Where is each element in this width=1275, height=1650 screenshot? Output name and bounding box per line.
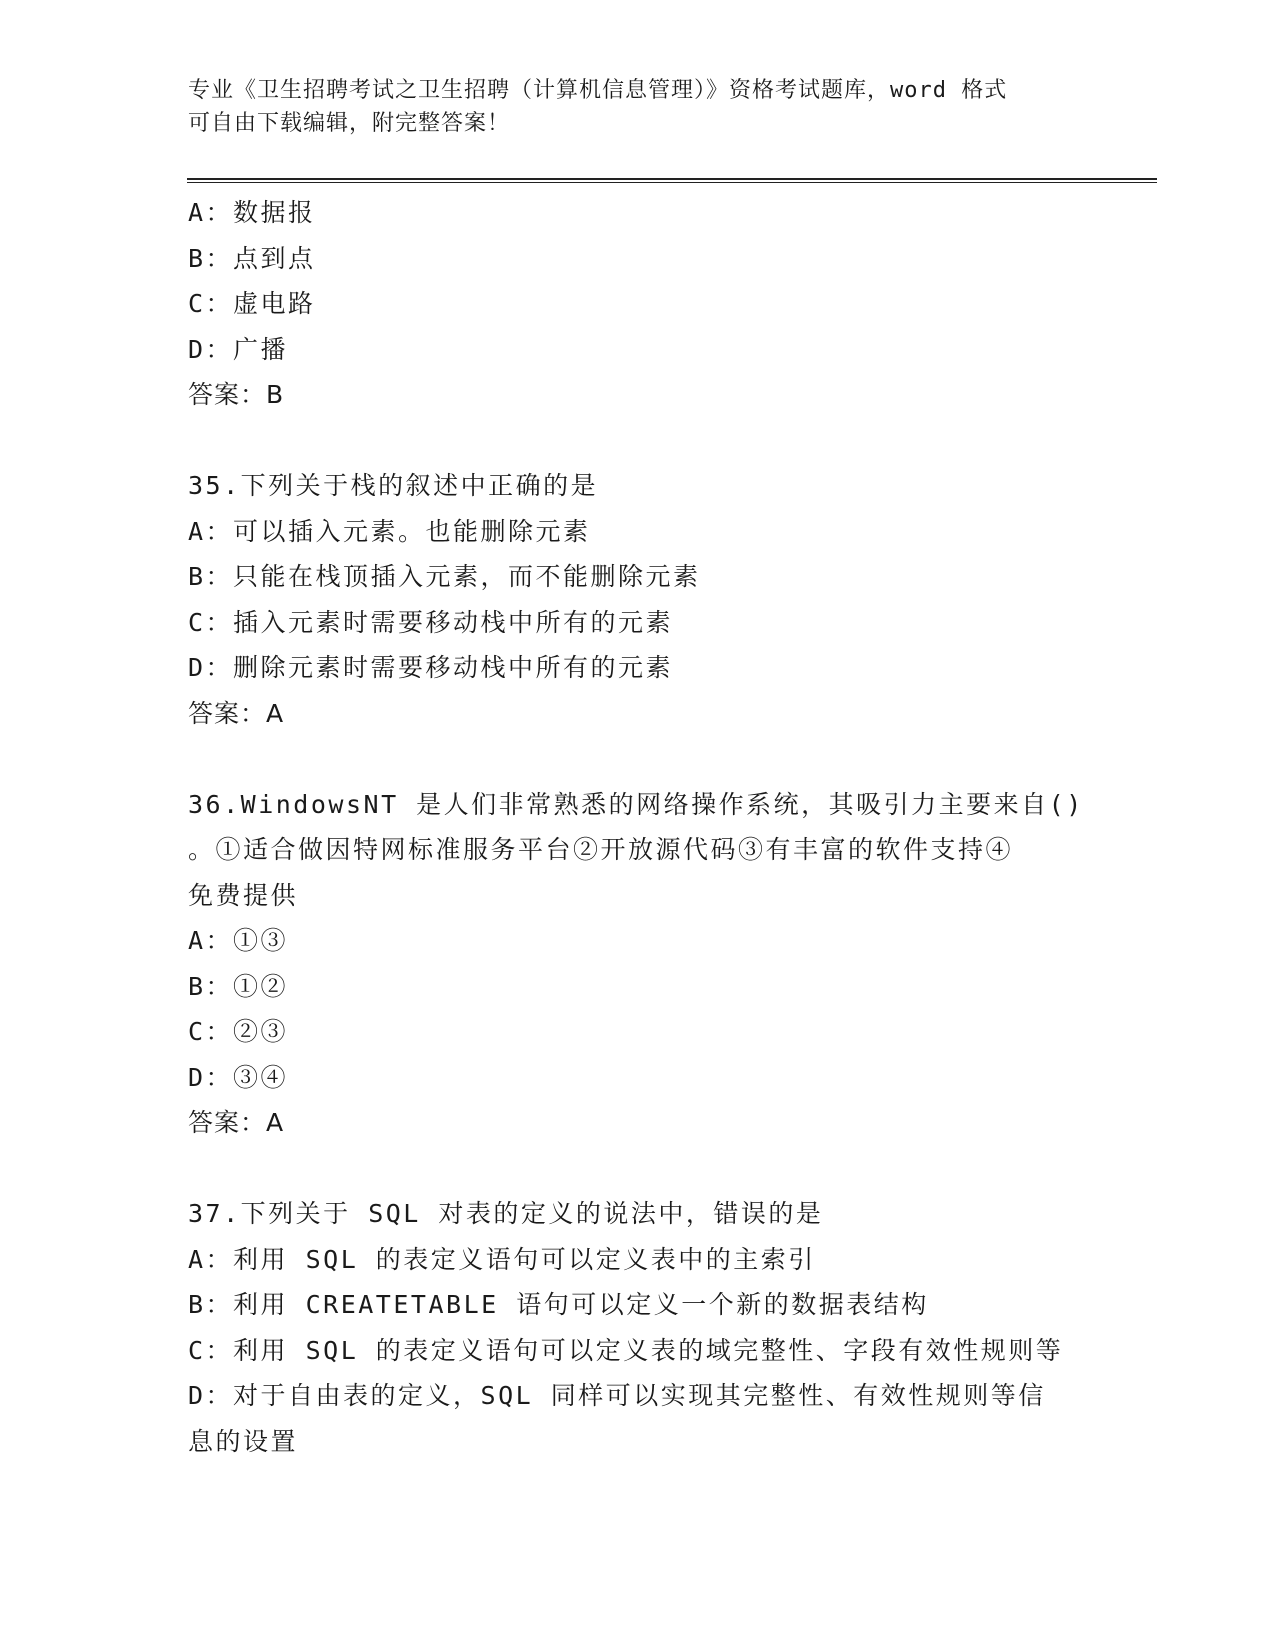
option-d: D：广播 [188,334,289,364]
option-a: A：利用 SQL 的表定义语句可以定义表中的主索引 [188,1244,816,1274]
document-header [188,74,1068,140]
question-stem-line-1: 36.WindowsNT 是人们非常熟悉的网络操作系统，其吸引力主要来自() [188,789,1084,819]
option-d-line-2: 息的设置 [188,1426,299,1456]
option-d-line-1: D：对于自由表的定义，SQL 同样可以实现其完整性、有效性规则等信 [188,1381,1046,1410]
spacer [188,736,1088,782]
option-b: B：①② [188,971,289,1001]
question-stem: 37.下列关于 SQL 对表的定义的说法中，错误的是 [188,1199,824,1228]
answer-line: 答案：B [188,380,285,409]
option-b: B：点到点 [188,243,316,273]
option-c: C：虚电路 [188,289,316,318]
question-block-37 [188,1191,1088,1464]
question-stem-line-2: 。①适合做因特网标准服务平台②开放源代码③有丰富的软件支持④ [188,835,1014,864]
option-b: B：利用 CREATETABLE 语句可以定义一个新的数据表结构 [188,1290,929,1319]
question-stem-line-3: 免费提供 [188,880,299,910]
header-line-1: 专业《卫生招聘考试之卫生招聘（计算机信息管理）》资格考试题库，word 格式 [188,78,1008,103]
spacer [188,1146,1088,1192]
spacer [188,418,1088,464]
option-b: B：只能在栈顶插入元素，而不能删除元素 [188,562,701,591]
option-a: A：可以插入元素。也能删除元素 [188,516,591,546]
header-divider-thin [187,182,1157,183]
option-a: A：①③ [188,926,289,955]
header-line-2: 可自由下载编辑，附完整答案！ [188,111,511,136]
option-d: D：删除元素时需要移动栈中所有的元素 [188,653,674,682]
header-divider-thick [187,178,1157,180]
option-c: C：利用 SQL 的表定义语句可以定义表的域完整性、字段有效性规则等 [188,1335,1064,1365]
option-c: C：插入元素时需要移动栈中所有的元素 [188,607,674,637]
question-block-36 [188,782,1088,1146]
option-c: C：②③ [188,1017,289,1046]
question-list [188,190,1088,1464]
answer-line: 答案：A [188,1108,285,1137]
option-a: A：数据报 [188,198,316,227]
question-block-prev [188,190,1088,418]
option-d: D：③④ [188,1062,289,1092]
question-stem: 35.下列关于栈的叙述中正确的是 [188,471,599,500]
question-block-35 [188,463,1088,736]
answer-line: 答案：A [188,698,285,728]
